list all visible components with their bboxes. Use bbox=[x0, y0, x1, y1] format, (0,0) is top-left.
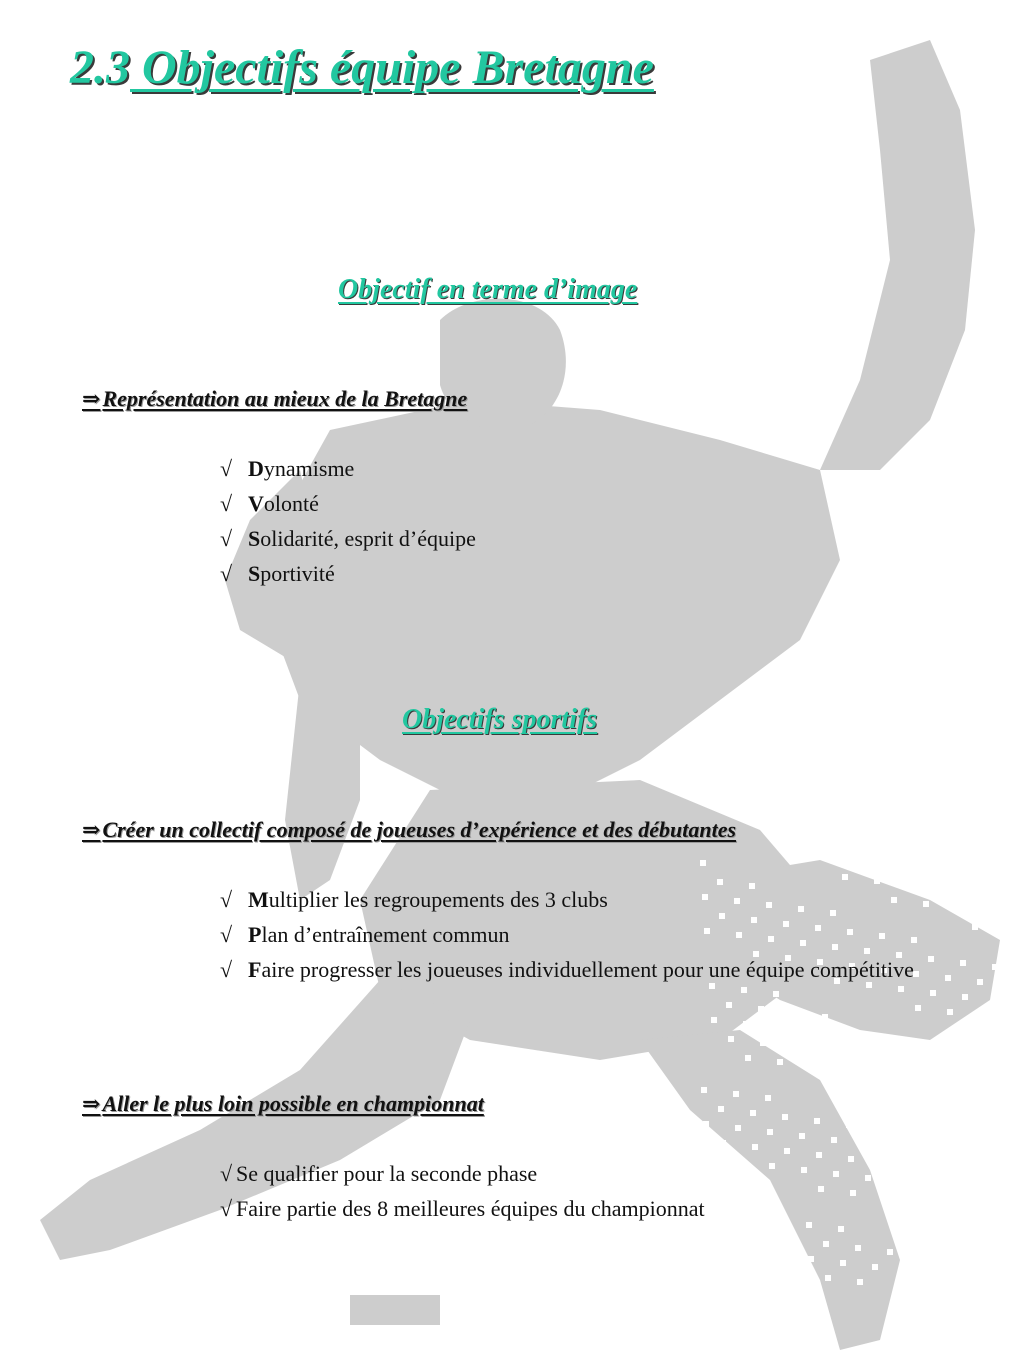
item-text: olonté bbox=[263, 491, 319, 516]
item-initial: S bbox=[248, 561, 261, 586]
checklist-values bbox=[220, 451, 476, 591]
item-initial: D bbox=[248, 456, 264, 481]
objective-representation bbox=[82, 386, 467, 412]
list-item bbox=[220, 952, 940, 984]
check-icon: √ bbox=[220, 1196, 233, 1221]
double-arrow-icon: ⇒ bbox=[82, 386, 101, 411]
item-initial: S bbox=[248, 526, 261, 551]
item-text: portivité bbox=[260, 561, 335, 586]
check-icon: √ bbox=[220, 491, 233, 516]
check-icon: √ bbox=[220, 1161, 233, 1186]
check-icon: √ bbox=[220, 526, 233, 551]
double-arrow-icon: ⇒ bbox=[82, 817, 101, 842]
item-text: olidarité, esprit d’équipe bbox=[260, 526, 476, 551]
page-title-number: 2.3 bbox=[70, 41, 130, 94]
list-item bbox=[220, 1191, 705, 1226]
item-initial: F bbox=[248, 957, 262, 982]
item-text: Se qualifier pour la seconde phase bbox=[236, 1161, 538, 1186]
item-text: lan d’entraînement commun bbox=[261, 922, 510, 947]
check-icon: √ bbox=[220, 922, 233, 947]
checklist-championnat bbox=[220, 1156, 705, 1226]
check-icon: √ bbox=[220, 957, 233, 982]
item-text: Faire partie des 8 meilleures équipes du championnat bbox=[236, 1196, 705, 1221]
list-item bbox=[220, 486, 476, 521]
check-icon: √ bbox=[220, 887, 233, 912]
list-item bbox=[220, 1156, 705, 1191]
section-heading-image: Objectif en terme d’image bbox=[338, 274, 638, 305]
check-icon: √ bbox=[220, 456, 233, 481]
page-title bbox=[70, 40, 654, 95]
item-initial: P bbox=[248, 922, 262, 947]
item-text: ultiplier les regroupements des 3 clubs bbox=[268, 887, 608, 912]
list-item bbox=[220, 521, 476, 556]
list-item bbox=[220, 556, 476, 591]
section-heading-sport: Objectifs sportifs bbox=[402, 704, 598, 735]
list-item bbox=[220, 451, 476, 486]
item-text: ynamisme bbox=[263, 456, 355, 481]
objective-championnat bbox=[82, 1091, 484, 1117]
check-icon: √ bbox=[220, 561, 233, 586]
checklist-collectif bbox=[220, 882, 940, 984]
double-arrow-icon: ⇒ bbox=[82, 1091, 101, 1116]
page-title-text: Objectifs équipe Bretagne bbox=[142, 41, 654, 94]
list-item bbox=[220, 917, 940, 952]
objective-label: Créer un collectif composé de joueuses d’expérience et des débutantes bbox=[102, 817, 737, 842]
item-text: aire progresser les joueuses individuellement pour une équipe compétitive bbox=[261, 957, 914, 982]
objective-collectif bbox=[82, 817, 736, 843]
item-initial: V bbox=[248, 491, 264, 516]
list-item bbox=[220, 882, 940, 917]
item-initial: M bbox=[248, 887, 269, 912]
objective-label: Aller le plus loin possible en championnat bbox=[102, 1091, 484, 1116]
objective-label: Représentation au mieux de la Bretagne bbox=[102, 386, 468, 411]
